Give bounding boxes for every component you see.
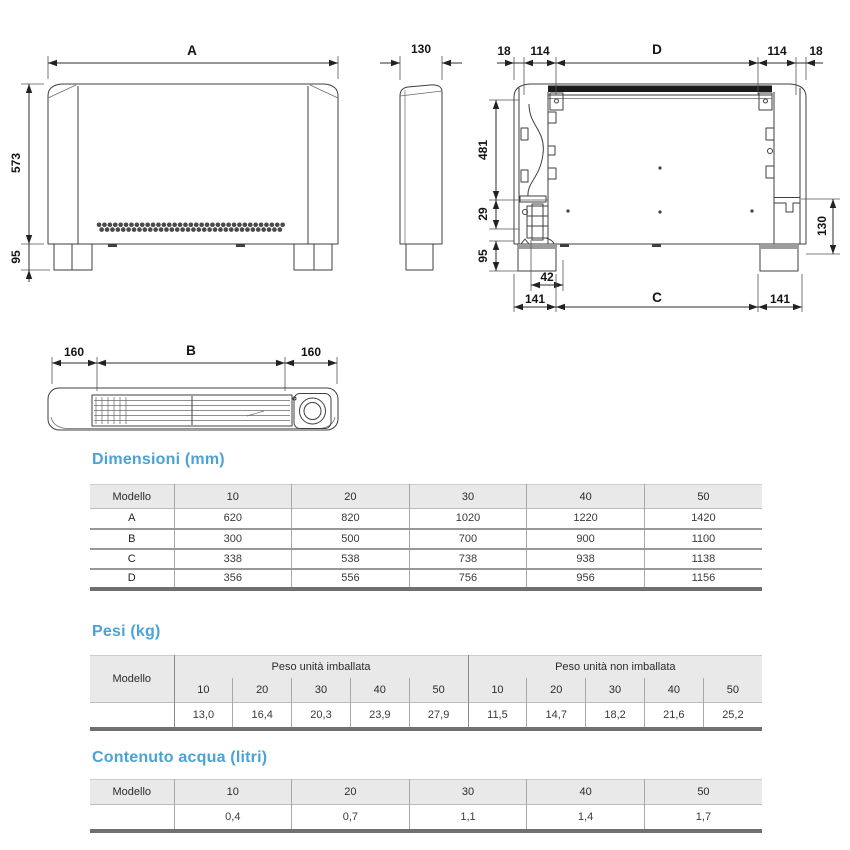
- dim-label: 114: [530, 44, 550, 58]
- dim-front-height: [9, 84, 50, 282]
- column-header: 40: [527, 780, 645, 805]
- cell: 338: [174, 549, 292, 569]
- cell-empty: [90, 805, 174, 831]
- table-header-row: [90, 678, 762, 703]
- dim-label: 95: [9, 250, 23, 264]
- cell: 1138: [644, 549, 762, 569]
- dim-plan: [52, 343, 337, 391]
- water-title: Contenuto acqua (litri): [92, 749, 268, 766]
- column-header: 30: [409, 780, 527, 805]
- column-header: 50: [703, 678, 762, 703]
- cell: 356: [174, 569, 292, 589]
- dim-label: 114: [767, 44, 787, 58]
- cell: 1100: [644, 529, 762, 549]
- cell: 1,4: [527, 805, 645, 831]
- column-header: Modello: [90, 485, 174, 509]
- dim-label: 481: [476, 139, 490, 161]
- plan-view: [48, 343, 338, 430]
- table-row: [90, 549, 762, 569]
- cell: 20,3: [292, 703, 351, 729]
- cell: 1420: [644, 509, 762, 529]
- front-view: [9, 43, 338, 282]
- table-row: [90, 529, 762, 549]
- group-header-row: [90, 656, 762, 678]
- cell: 1156: [644, 569, 762, 589]
- column-header: 40: [644, 678, 703, 703]
- column-header: 10: [468, 678, 527, 703]
- dim-side-depth: [380, 42, 462, 80]
- column-header: Modello: [90, 656, 174, 703]
- cell: 27,9: [409, 703, 468, 729]
- cell: 738: [409, 549, 527, 569]
- dim-label: B: [186, 343, 196, 358]
- table-row: [90, 805, 762, 831]
- dim-label: 18: [809, 44, 823, 58]
- table-row: [90, 509, 762, 529]
- table-row: [90, 569, 762, 589]
- dim-section-right: [801, 199, 840, 254]
- dim-front-width: [48, 43, 338, 79]
- cell-empty: [90, 703, 174, 729]
- cell: 900: [527, 529, 645, 549]
- column-header: Modello: [90, 780, 174, 805]
- bracket-detail: [766, 128, 800, 212]
- table-row: [90, 703, 762, 729]
- column-header: 10: [174, 780, 292, 805]
- cell: 18,2: [586, 703, 645, 729]
- cell: 16,4: [233, 703, 292, 729]
- column-header: 20: [527, 678, 586, 703]
- cell: 700: [409, 529, 527, 549]
- row-label: B: [90, 529, 174, 549]
- top-rail-band: [548, 86, 772, 93]
- section-view: [476, 42, 840, 312]
- dimensions-title: Dimensioni (mm): [92, 451, 225, 468]
- cell: 23,9: [350, 703, 409, 729]
- cell: 0,7: [292, 805, 410, 831]
- column-header: 30: [292, 678, 351, 703]
- cell: 538: [292, 549, 410, 569]
- side-foot: [406, 244, 433, 270]
- row-label: D: [90, 569, 174, 589]
- column-header: 30: [409, 485, 527, 509]
- column-header: 50: [644, 780, 762, 805]
- cell: 1020: [409, 509, 527, 529]
- side-view: [380, 42, 462, 270]
- column-header: 10: [174, 678, 233, 703]
- dim-label: 573: [9, 152, 23, 174]
- dim-label: 18: [497, 44, 511, 58]
- dim-label: 95: [476, 249, 490, 263]
- cell: 25,2: [703, 703, 762, 729]
- dim-label: 130: [815, 215, 829, 237]
- dim-label: D: [652, 42, 662, 57]
- dim-section-bottom: [514, 240, 802, 312]
- dim-label: 160: [300, 345, 322, 359]
- column-header: 20: [233, 678, 292, 703]
- dim-label: 141: [524, 292, 546, 306]
- table-header-row: [90, 485, 762, 509]
- control-knob: [300, 398, 326, 424]
- cell: 300: [174, 529, 292, 549]
- cell: 14,7: [527, 703, 586, 729]
- cell: 620: [174, 509, 292, 529]
- cell: 11,5: [468, 703, 527, 729]
- dim-label: C: [652, 290, 662, 305]
- cell: 756: [409, 569, 527, 589]
- column-header: 20: [292, 485, 410, 509]
- dim-label: 141: [769, 292, 791, 306]
- dim-label: 29: [476, 207, 490, 221]
- piping-detail: [520, 104, 556, 244]
- column-header: 30: [586, 678, 645, 703]
- dim-label: 160: [63, 345, 85, 359]
- cell: 1,1: [409, 805, 527, 831]
- cell: 21,6: [644, 703, 703, 729]
- cell: 956: [527, 569, 645, 589]
- dimensions-table: [90, 484, 762, 591]
- water-table: [90, 779, 762, 833]
- cell: 820: [292, 509, 410, 529]
- row-label: C: [90, 549, 174, 569]
- cell: 0,4: [174, 805, 292, 831]
- cell: 500: [292, 529, 410, 549]
- dim-label: 130: [410, 42, 432, 56]
- table-header-row: [90, 780, 762, 805]
- group-header: Peso unità imballata: [174, 656, 468, 678]
- cell: 1,7: [644, 805, 762, 831]
- column-header: 40: [350, 678, 409, 703]
- weights-title: Pesi (kg): [92, 623, 161, 640]
- group-header: Peso unità non imballata: [468, 656, 762, 678]
- dim-label: 42: [540, 270, 554, 284]
- cell: 938: [527, 549, 645, 569]
- column-header: 20: [292, 780, 410, 805]
- column-header: 50: [644, 485, 762, 509]
- column-header: 50: [409, 678, 468, 703]
- column-header: 10: [174, 485, 292, 509]
- cell: 13,0: [174, 703, 233, 729]
- row-label: A: [90, 509, 174, 529]
- column-header: 40: [527, 485, 645, 509]
- dim-label: A: [187, 43, 197, 58]
- front-foot-right: [294, 244, 332, 270]
- front-foot-left: [54, 244, 92, 270]
- cell: 556: [292, 569, 410, 589]
- weights-table: [90, 655, 762, 731]
- cell: 1220: [527, 509, 645, 529]
